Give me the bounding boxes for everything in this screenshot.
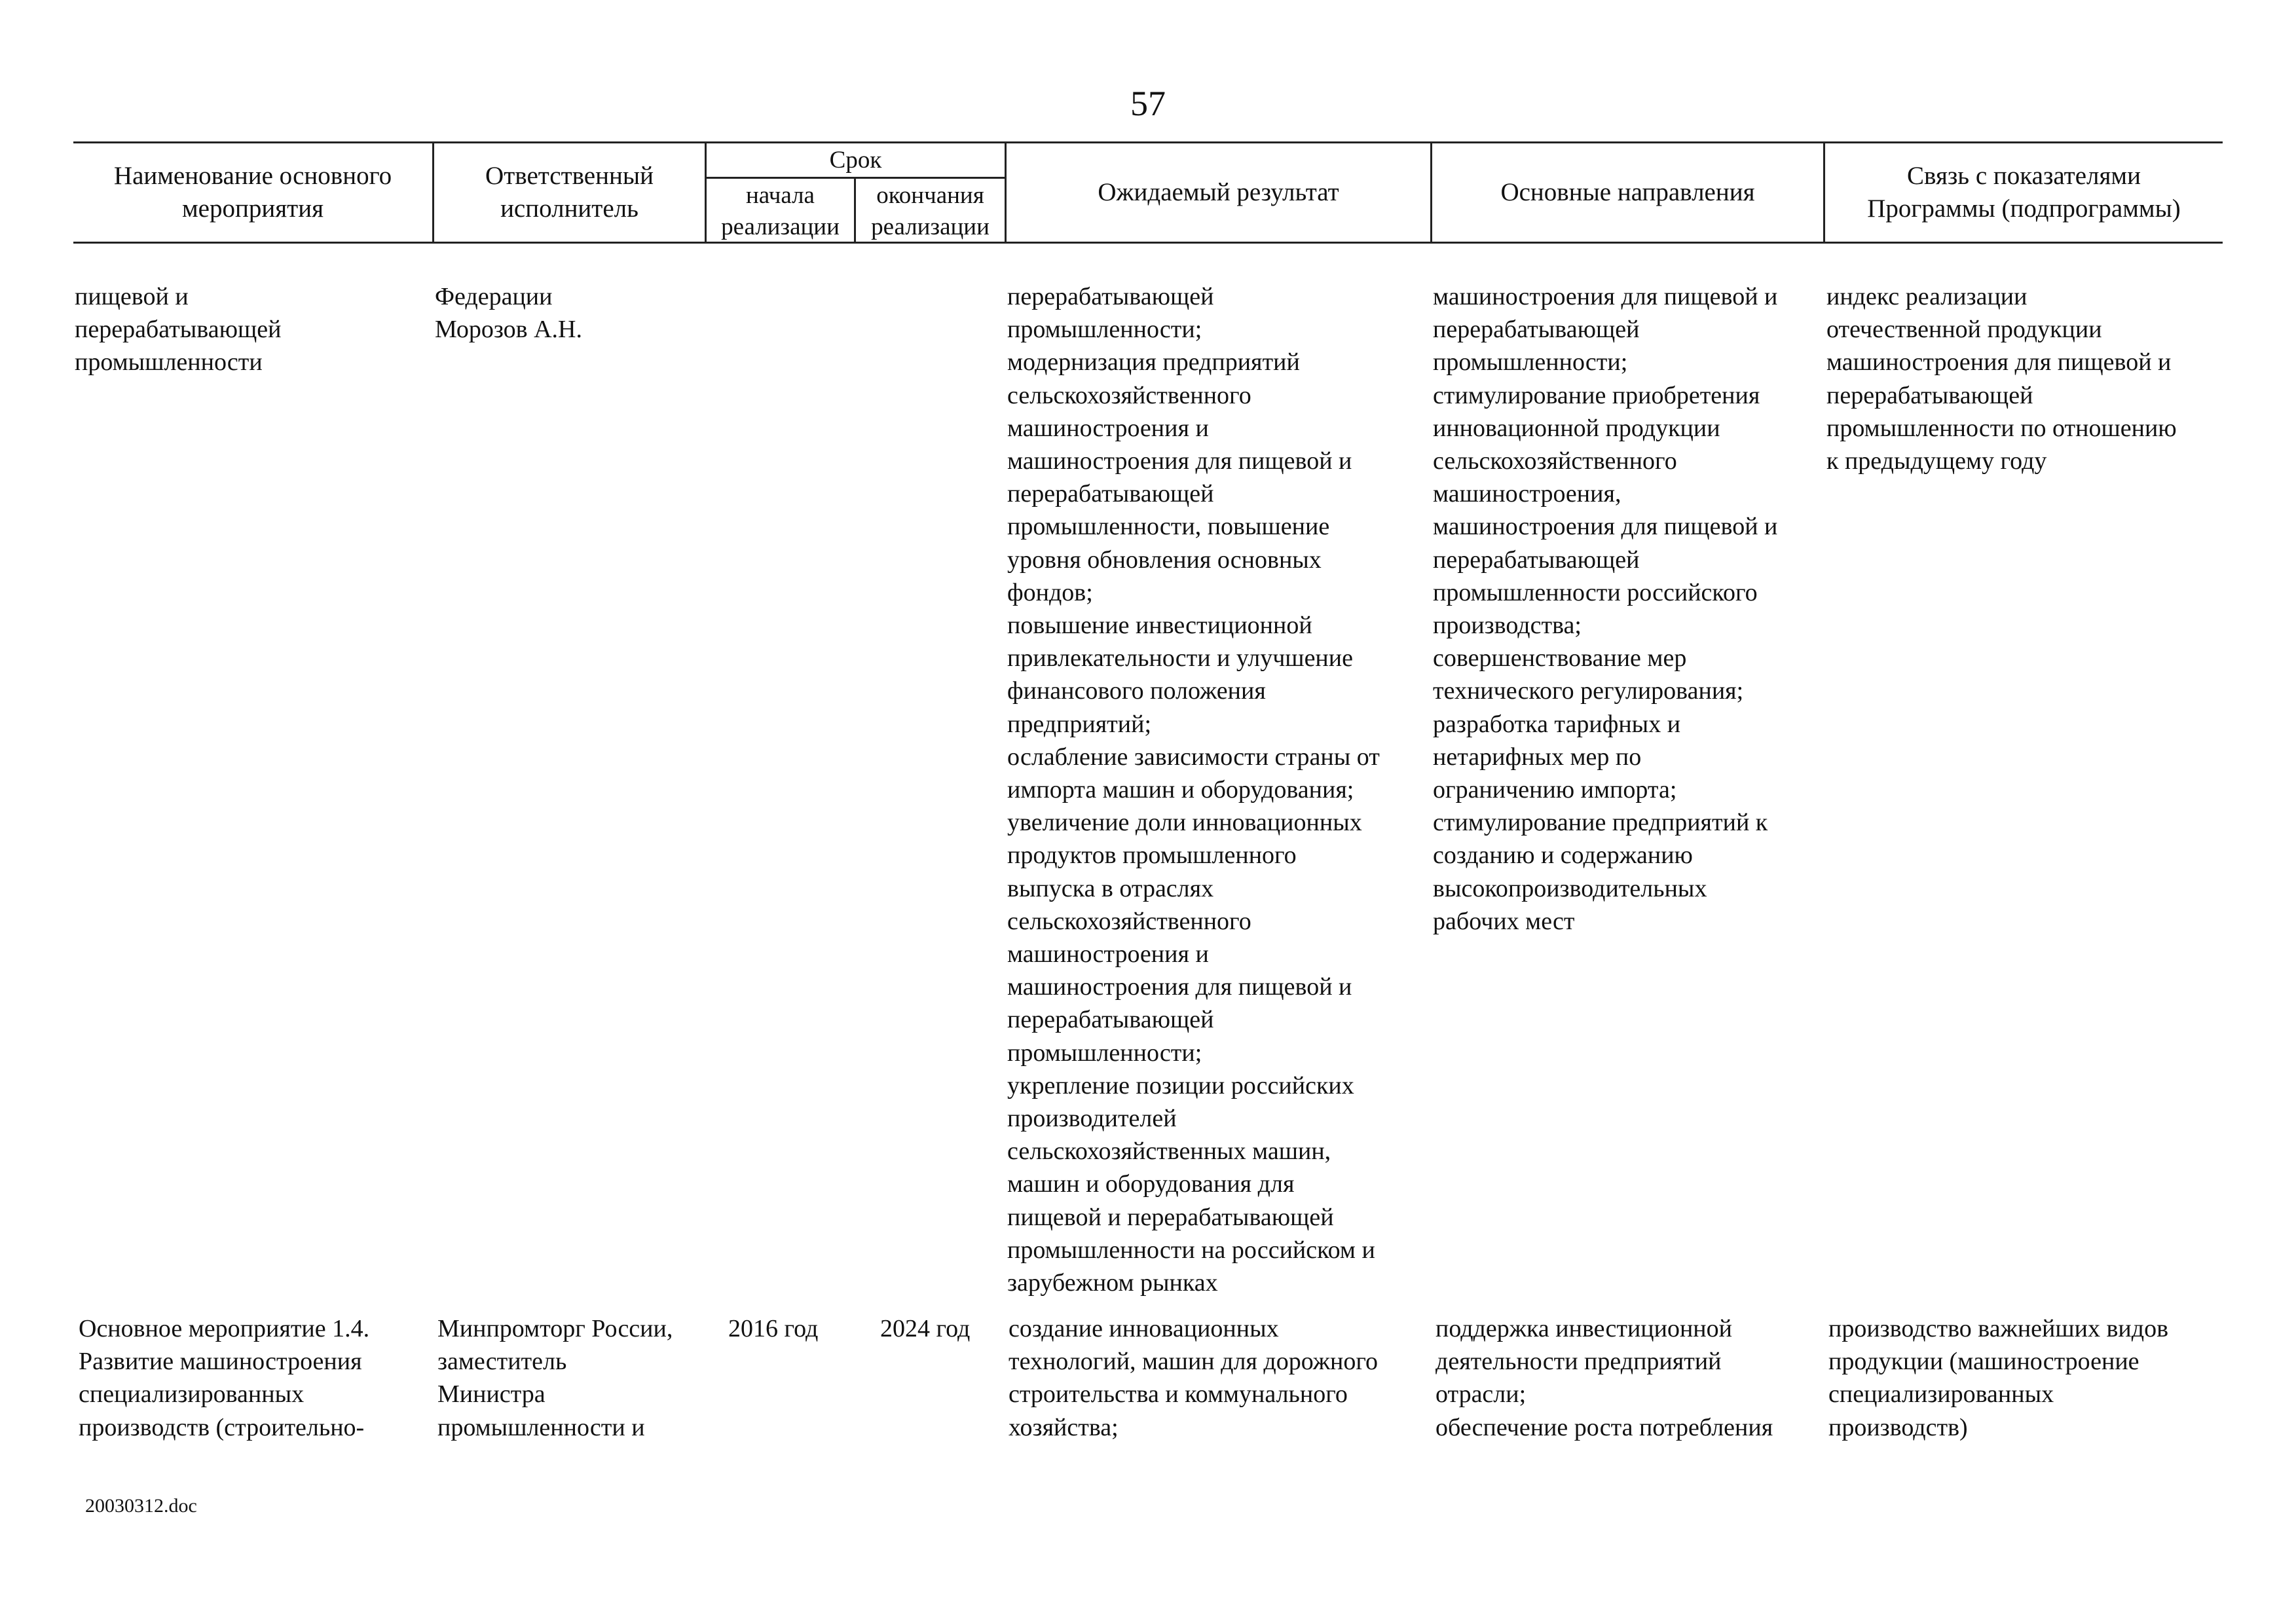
- header-name: Наименование основного мероприятия: [113, 162, 392, 223]
- header-directions: Основные направления: [1500, 178, 1755, 206]
- page-number: 57: [1130, 84, 1166, 123]
- header-term: Срок: [829, 146, 882, 174]
- header-responsible: Ответственный исполнитель: [485, 162, 654, 223]
- row2-directions: поддержка инвестиционной деятельности предприятий отрасли; обеспечение роста потребления: [1435, 1315, 1773, 1441]
- row2-start: 2016 год: [728, 1315, 819, 1342]
- row2-responsible: Минпромторг России, заместитель Министра промышленности и: [437, 1315, 673, 1441]
- row2-name: Основное мероприятие 1.4. Развитие машиностроения специализированных производств (строительно-: [79, 1315, 370, 1441]
- row2-result: создание инновационных технологий, машин для дорожного строительства и коммунального хозяйства;: [1009, 1315, 1379, 1441]
- header-link: Связь с показателями Программы (подпрограммы): [1867, 162, 2181, 223]
- header-result: Ожидаемый результат: [1098, 178, 1339, 206]
- row1-result: перерабатывающей промышленности; модернизация предприятий сельскохозяйственного машиностроения и машиностроения для пищевой и перерабатывающей промышленности, повышение уровня обновления основных фондов; повышение инвестиционной привлекательности и улучшение финансового положения предприятий; ослабление зависимости страны от импорта машин и оборудования; увеличение доли инновационных продуктов промышленного выпуска в отраслях сельскохозяйственного машиностроения и машиностроения для пищевой и перерабатывающей промышленности; укрепление позиции российских производителей сельскохозяйственных машин, машин и оборудования для пищевой и перерабатывающей промышленности на российском и зарубежном рынках: [1007, 283, 1380, 1297]
- footer-doc-id: 20030312.doc: [85, 1495, 197, 1517]
- header-end: окончания реализации: [871, 181, 990, 240]
- row1-link: индекс реализации отечественной продукции машиностроения для пищевой и перерабатывающей промышленности по отношению к предыдущему году: [1826, 283, 2177, 475]
- row1-name: пищевой и перерабатывающей промышленности: [75, 283, 282, 377]
- row2-link: производство важнейших видов продукции (машиностроение специализированных производств): [1828, 1315, 2169, 1441]
- header-start: начала реализации: [721, 181, 840, 240]
- row1-directions: машиностроения для пищевой и перерабатывающей промышленности; стимулирование приобретения инновационной продукции сельскохозяйственного машиностроения, машиностроения для пищевой и перерабатывающей промышленности российского производства; совершенствование мер технического регулирования; разработка тарифных и нетарифных мер по ограничению импорта; стимулирование предприятий к созданию и содержанию высокопроизводительных рабочих мест: [1433, 283, 1778, 935]
- row1-responsible: Федерации Морозов А.Н.: [435, 283, 582, 344]
- row2-end: 2024 год: [880, 1315, 971, 1342]
